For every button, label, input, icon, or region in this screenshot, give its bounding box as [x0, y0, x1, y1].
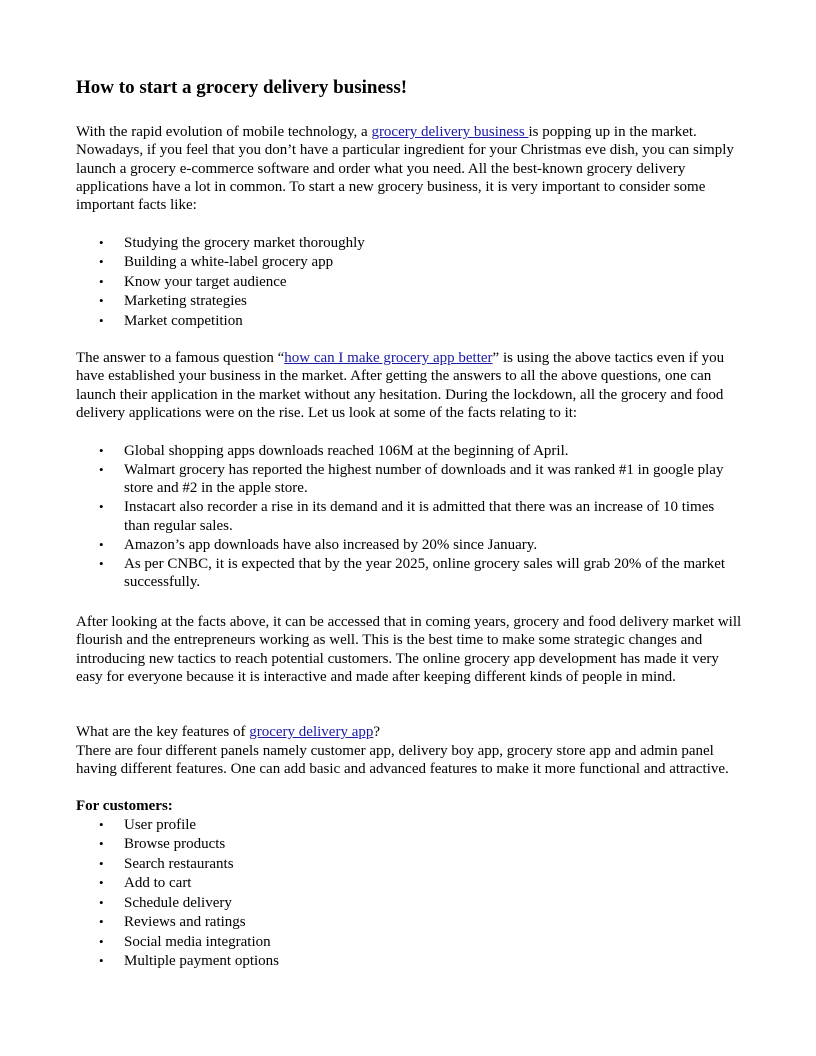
bullet-icon: •	[99, 875, 104, 891]
bullet-icon: •	[99, 461, 104, 477]
list-item-text: Browse products	[124, 836, 226, 853]
list-item	[76, 253, 742, 271]
answer-text-end: ” is using the above tactics even if you have established your business in the market. After getting the answers to all the above questions, one can launch their application in the market without any hesitation. During the lockdown, all the grocery and food delivery applications were on the rise. Let us look at some of the facts relating to it:	[76, 350, 725, 421]
grocery-delivery-business-link[interactable]: grocery delivery business	[371, 124, 529, 140]
customer-features-list	[76, 816, 742, 972]
list-item-text: Search restaurants	[124, 855, 234, 872]
list-item	[76, 933, 742, 951]
list-item-text: As per CNBC, it is expected that by the year 2025, online grocery sales will grab 20% of the market successfully.	[124, 555, 726, 590]
list-item-text: Schedule delivery	[124, 894, 232, 911]
list-item-text: Know your target audience	[124, 273, 287, 290]
bullet-icon: •	[99, 293, 104, 309]
bullet-icon: •	[99, 235, 104, 250]
list-item-text: Global shopping apps downloads reached 106M at the beginning of April.	[124, 443, 569, 459]
conclusion-paragraph: After looking at the facts above, it can be accessed that in coming years, grocery and food delivery market will flourish and the entrepreneurs working as well. This is the best time to make some strategic changes and introducing new tactics to reach potential customers. The online grocery app development has made it very easy for everyone because it is interactive and made after keeping different kinds of people in mind.	[76, 614, 742, 685]
bullet-icon: •	[99, 933, 104, 949]
bullet-icon: •	[99, 836, 104, 852]
grocery-delivery-app-link[interactable]: grocery delivery app	[249, 724, 374, 740]
customers-heading: For customers:	[76, 798, 173, 814]
panels-paragraph: There are four different panels namely customer app, delivery boy app, grocery store app and admin panel having different features. One can add basic and advanced features to make it more functional and attractive.	[76, 743, 729, 778]
list-item	[76, 816, 742, 834]
intro-paragraph	[76, 123, 742, 214]
list-item-text: Amazon’s app downloads have also increased by 20% since January.	[124, 536, 538, 553]
list-item-text: Instacart also recorder a rise in its demand and it is admitted that there was an increase of 10 times than regular sales.	[124, 499, 715, 534]
list-item	[76, 442, 742, 460]
list-item-text: Add to cart	[124, 875, 192, 892]
bullet-icon: •	[99, 855, 104, 871]
list-item	[76, 835, 742, 853]
bullet-icon: •	[99, 254, 104, 270]
bullet-icon: •	[99, 555, 104, 571]
list-item-text: Studying the grocery market thoroughly	[124, 235, 365, 251]
list-item	[76, 234, 742, 252]
features-question-end: ?	[373, 724, 381, 740]
list-item	[76, 536, 742, 554]
bullet-icon: •	[99, 536, 104, 552]
grocery-app-better-link[interactable]: how can I make grocery app better	[284, 350, 493, 366]
list-item-text: User profile	[124, 817, 197, 833]
list-item	[76, 952, 742, 970]
intro-text-end: is popping up in the market. Nowadays, if you feel that you don’t have a particular ingredient for your Christmas eve dish, you can simply launch a grocery e-commerce software and order what you need. All the best-known grocery delivery applications have a lot in common. To start a new grocery business, it is very important to consider some important facts like:	[76, 124, 734, 214]
intro-text-start: With the rapid evolution of mobile technology, a	[76, 124, 372, 140]
list-item-text: Building a white-label grocery app	[124, 254, 334, 271]
stats-list	[76, 442, 742, 592]
bullet-icon: •	[99, 273, 104, 289]
bullet-icon: •	[99, 443, 104, 458]
list-item-text: Walmart grocery has reported the highest number of downloads and it was ranked #1 in google play store and #2 in the apple store.	[124, 461, 724, 497]
facts-list	[76, 234, 742, 331]
list-item	[76, 312, 742, 330]
list-item	[76, 292, 742, 310]
list-item-text: Reviews and ratings	[124, 914, 246, 931]
bullet-icon: •	[99, 914, 104, 930]
answer-paragraph	[76, 349, 742, 422]
bullet-icon: •	[99, 499, 104, 515]
list-item-text: Market competition	[124, 312, 243, 329]
list-item	[76, 461, 742, 498]
page-title: How to start a grocery delivery business!	[76, 77, 408, 98]
bullet-icon: •	[99, 894, 104, 910]
bullet-icon: •	[99, 312, 104, 328]
features-question	[76, 723, 742, 741]
list-item	[76, 498, 742, 535]
list-item	[76, 894, 742, 912]
bullet-icon: •	[99, 953, 104, 969]
features-question-start: What are the key features of	[76, 724, 250, 740]
list-item	[76, 855, 742, 873]
list-item-text: Multiple payment options	[124, 953, 279, 970]
list-item	[76, 273, 742, 291]
bullet-icon: •	[99, 817, 104, 832]
list-item-text: Marketing strategies	[124, 293, 247, 310]
list-item	[76, 913, 742, 931]
answer-text-start: The answer to a famous question “	[76, 350, 285, 366]
list-item	[76, 555, 742, 592]
list-item	[76, 874, 742, 892]
list-item-text: Social media integration	[124, 933, 271, 950]
